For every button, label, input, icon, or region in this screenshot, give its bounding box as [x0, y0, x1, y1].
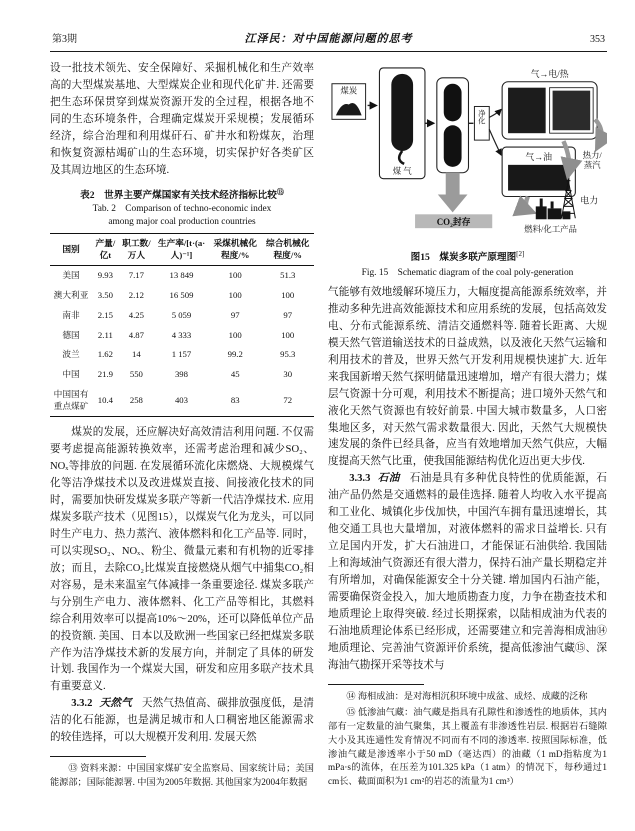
gasifier-label: 煤 气 [392, 166, 412, 176]
cleanup-column [437, 78, 469, 173]
issue-label: 第3期 [52, 34, 77, 45]
table-cell: 100 [281, 290, 295, 301]
table-cell: 2.12 [128, 290, 144, 301]
heat-output-label-2: 蒸汽 [583, 160, 601, 170]
paragraph-clean-coal: 煤炭的发展，还应解决好高效清洁利用问题. 不仅需要考虑提高能源转换效率，还需考虑治理和减少SO₂、NOₓ等排放的问题. 在发展循环流化床燃烧、大规模煤气化等洁净煤技术以及改进煤炭直接、间接液化技术的同时，需要加快研发煤炭多联产等新一代洁净煤技术. 应用煤炭多联产技术（见图15），以煤炭气化为龙头，可以同时生产电力、热力蒸汽、液体燃料和化工产品等. 同时，可以实现SO₂、NOₓ、粉尘、微量元素和有机物的近零排放；而且，去除CO₂比煤炭直接燃烧从烟气中捕集CO₂相对容易，是未来温室气体减排一条重要途径. 煤炭多联产与分别生产电力、液体燃料、化工产品等相比，其燃料综合利用效率可以提高10%～20%，还可以降低单位产品的投资额. 美国、日本以及欧洲一些国家已经把煤炭多联产作为洁净煤技术新的发展方向，并制定了具体的研发计划. 我国作为一个煤炭大国，研发和应用多联产技术具有重要意义. [50, 427, 314, 693]
table-cell: 72 [283, 394, 293, 405]
table-cell: 德国 [62, 329, 80, 340]
table-cell: 7.17 [128, 270, 144, 281]
section-number: 3.3.3 [349, 473, 371, 485]
page-header [50, 30, 607, 52]
gas-to-oil-box [502, 147, 575, 196]
purify-box [474, 106, 489, 140]
section-text: 石油是具有多种优良特性的优质能源，石油产品仍然是交通燃料的最佳选择. 随着人均收入水平提高和工业化、城镇化步伐加快，中国汽车拥有量迅速增长，其他交通工具也大量增加，对液体燃料的需求日益增长. 只有立足国内开发，扩大石油进口，才能保证石油供给. 我国陆上和海域油气资源还有很大潜力，保持石油产量长期稳定并有所增加，对确保能源安全十分关键. 增加国内石油产能，需要确保资金投入，加大地质勘查力度，力争在勘查技术和地质理论上取得突破. 经过长期探索，以陆相成油为代表的石油地质理论体系已经形成，还需要建立和完善海相成油⑭地质理论、完善油气资源评价系统，提高低渗油气藏⑮、深海油气勘探开采等技术与 [328, 473, 608, 671]
table-row [50, 365, 314, 385]
table-cell: 南非 [62, 309, 80, 320]
two-column-layout [50, 61, 607, 792]
table-cell: 100 [281, 329, 295, 340]
table-cell: 1.62 [97, 349, 113, 360]
table-cell: 21.9 [97, 369, 113, 380]
table-cell: 9.93 [97, 270, 113, 281]
figure-caption-en: Fig. 15 Schematic diagram of the coal poly-generation [361, 268, 574, 278]
table-cell: 99.2 [227, 349, 243, 360]
table-header-cell: 生产率/[t·(a·人)⁻¹] [157, 238, 206, 260]
gas-to-oil-label: 气→油 [525, 151, 553, 162]
table-header-row [50, 234, 314, 266]
table-cell: 4.87 [128, 329, 144, 340]
table-cell: 97 [283, 309, 293, 320]
table-header-cell: 综合机械化程度/% [266, 238, 310, 260]
table-cell: 中国 [62, 369, 80, 380]
fuel-output-arrow [526, 197, 531, 212]
table-cell: 2.11 [97, 329, 113, 340]
coal-polygeneration-diagram [328, 61, 607, 241]
table-cell: 4 333 [171, 329, 192, 340]
section-3-3-2 [50, 696, 314, 747]
refinery-photo-icon [508, 165, 569, 191]
table-row [50, 345, 314, 365]
table-row [50, 286, 314, 306]
table-header-cell: 职工数/万人 [122, 238, 151, 260]
table-cell: 14 [132, 349, 141, 360]
table-cell: 51.3 [280, 270, 296, 281]
section-number: 3.3.2 [71, 698, 93, 710]
table-title-cn-text: 表2 世界主要产煤国家有关技术经济指标比较 [80, 189, 277, 201]
gas-to-power-label: 气→电/热 [530, 68, 569, 79]
table-cell: 10.4 [97, 394, 113, 405]
table-row [50, 385, 314, 417]
table-cell: 波兰 [62, 349, 80, 360]
table-cell: 100 [228, 290, 242, 301]
table-row [50, 306, 314, 326]
flow-arrow [489, 109, 501, 117]
figure-caption-cn: 图15 煤炭多联产原理图 [410, 252, 517, 263]
gas-to-power-box [502, 82, 597, 139]
footnote-table-source: ⑬ 资料来源：中国国家煤矿安全监察局、国家统计局；美国能源部；国际能源署. 中国为2005年数据. 其他国家为2004年数据 [50, 763, 314, 788]
coal-label: 煤炭 [340, 86, 358, 96]
table-title-cn [50, 187, 314, 201]
figure-caption [328, 249, 607, 278]
table-cell: 403 [174, 394, 188, 405]
gasifier-vessel-icon [391, 74, 413, 151]
table-cell: 83 [230, 394, 240, 405]
table-header-cell: 国别 [62, 243, 80, 254]
table-cell: 30 [283, 369, 293, 380]
table-row [50, 326, 314, 346]
footnote-low-permeability: ⑮ 低渗油气藏：油气藏是指具有孔隙性和渗透性的地质体，其内部有一定数量的油气聚集，其上覆盖有非渗透性岩层. 根据岩石缝隙大小及其连通性发育情况不同而有不同的渗透率. 按照国际标准，低渗油气藏是渗透率小于50 mD（毫达西）的油藏（1 mD指粘度为1 mPa·s的流体，在压差为101.325 kPa（1 atm）的情况下，每秒通过1 cm长、截面面积为1 cm²的岩芯的流量为1 cm³） [328, 706, 607, 787]
generator-photo-icon [553, 91, 591, 131]
table-cell: 5 059 [171, 309, 192, 320]
heat-output-label-1: 热力/ [582, 150, 602, 160]
table-cell: 95.3 [280, 349, 296, 360]
table-head [50, 234, 314, 266]
section-term: 石油 [377, 473, 400, 485]
co2-label: CO₂封存 [436, 217, 471, 228]
turbine-photo-icon [508, 88, 546, 134]
flow-arrow [489, 129, 501, 155]
table-cell: 美国 [62, 270, 80, 281]
table-header-cell: 采煤机械化程度/% [213, 238, 257, 260]
gasifier-box [379, 68, 425, 179]
table-note-ref: ⑬ [276, 187, 284, 196]
running-title: 江泽民：对中国能源问题的思考 [244, 33, 413, 45]
table-2 [50, 233, 314, 417]
factory-icon [536, 198, 571, 219]
footnote-rule [328, 684, 424, 685]
table-cell: 97 [230, 309, 240, 320]
footnote-marine-oil: ⑭ 海相成油：是对海相沉积环境中成盆、成烃、成藏的泛称 [346, 690, 588, 701]
figure-15 [328, 61, 607, 278]
footnote-rule [50, 756, 146, 757]
fuel-products-label: 燃料/化工产品 [524, 225, 577, 235]
right-column [328, 61, 607, 792]
table-cell: 4.25 [128, 309, 144, 320]
table-cell: 2.15 [97, 309, 113, 320]
left-column [50, 61, 314, 792]
table-row [50, 266, 314, 286]
paragraph-natural-gas: 气能够有效地缓解环境压力，大幅度提高能源系统效率，并推动多种先进高效能源技术和应用系统的发展，包括高效发电、分布式能源系统、清洁交通燃料等. 随着长距离、大规模天然气管道输送技术的日益成熟，以及液化天然气运输和利用技术的普及，世界天然气开发利用规模快速扩大. 近年来我国新增天然气探明储量迅速增加，增产有很大潜力；煤层气资源十分可观，利用技术不断提高；进口境外天然气和液化天然气资源也有较好前景. 中国大城市数量多，人口密集地区多，对天然气需求数量很大. 因此，天然气大规模快速发展的条件已经具备，应当有效地增加天然气供应，大幅度提高天然气比重，使我国能源结构优化迈出更大步伐. [328, 287, 607, 468]
purify-label: 净化 [477, 109, 487, 125]
table-body [50, 266, 314, 417]
electricity-label: 电力 [580, 195, 599, 206]
table-cell: 16 509 [169, 290, 194, 301]
table-cell: 258 [129, 394, 143, 405]
table-cell: 中国国有重点煤矿 [53, 388, 89, 411]
co2-down-arrow [438, 173, 468, 213]
table-cell: 3.50 [97, 290, 113, 301]
paragraph-coal-bases: 设一批技术领先、安全保障好、采掘机械化和生产效率高的大型煤炭基地、大型煤炭企业和现代化矿井. 还需要把生态环保贯穿到煤炭资源开发的全过程，根据各地不同的生态环境条件，合理确定煤炭开采规模；发展循环经济，综合治理和利用煤矸石、矿井水和粉煤灰，治理和恢复资源枯竭矿山的生态环境，切实保护好各类矿区及其周边地区的生态环境. [50, 63, 314, 176]
table-2-block [50, 187, 314, 418]
section-text: 天然气热值高、碳排放强度低，是清洁的化石能源，也是满足城市和人口稠密地区能源需求的较佳选择，可以大规模开发利用. 发展天然 [50, 698, 315, 744]
table-cell: 13 849 [169, 270, 194, 281]
table-cell: 1 157 [171, 349, 192, 360]
table-cell: 100 [228, 329, 242, 340]
table-cell: 100 [228, 270, 242, 281]
table-cell: 550 [129, 369, 143, 380]
section-3-3-3 [328, 471, 607, 674]
page-number: 353 [590, 34, 605, 45]
table-cell: 398 [174, 369, 188, 380]
table-title-en: Tab. 2 Comparison of techno-economic index among major coal production countries [92, 203, 272, 228]
section-term: 天然气 [99, 698, 132, 710]
table-header-cell: 产量/亿t [95, 238, 116, 260]
figure-citation-ref: [2] [516, 249, 525, 258]
table-cell: 澳大利亚 [53, 290, 89, 301]
table-cell: 45 [230, 369, 240, 380]
coal-box [332, 84, 366, 120]
